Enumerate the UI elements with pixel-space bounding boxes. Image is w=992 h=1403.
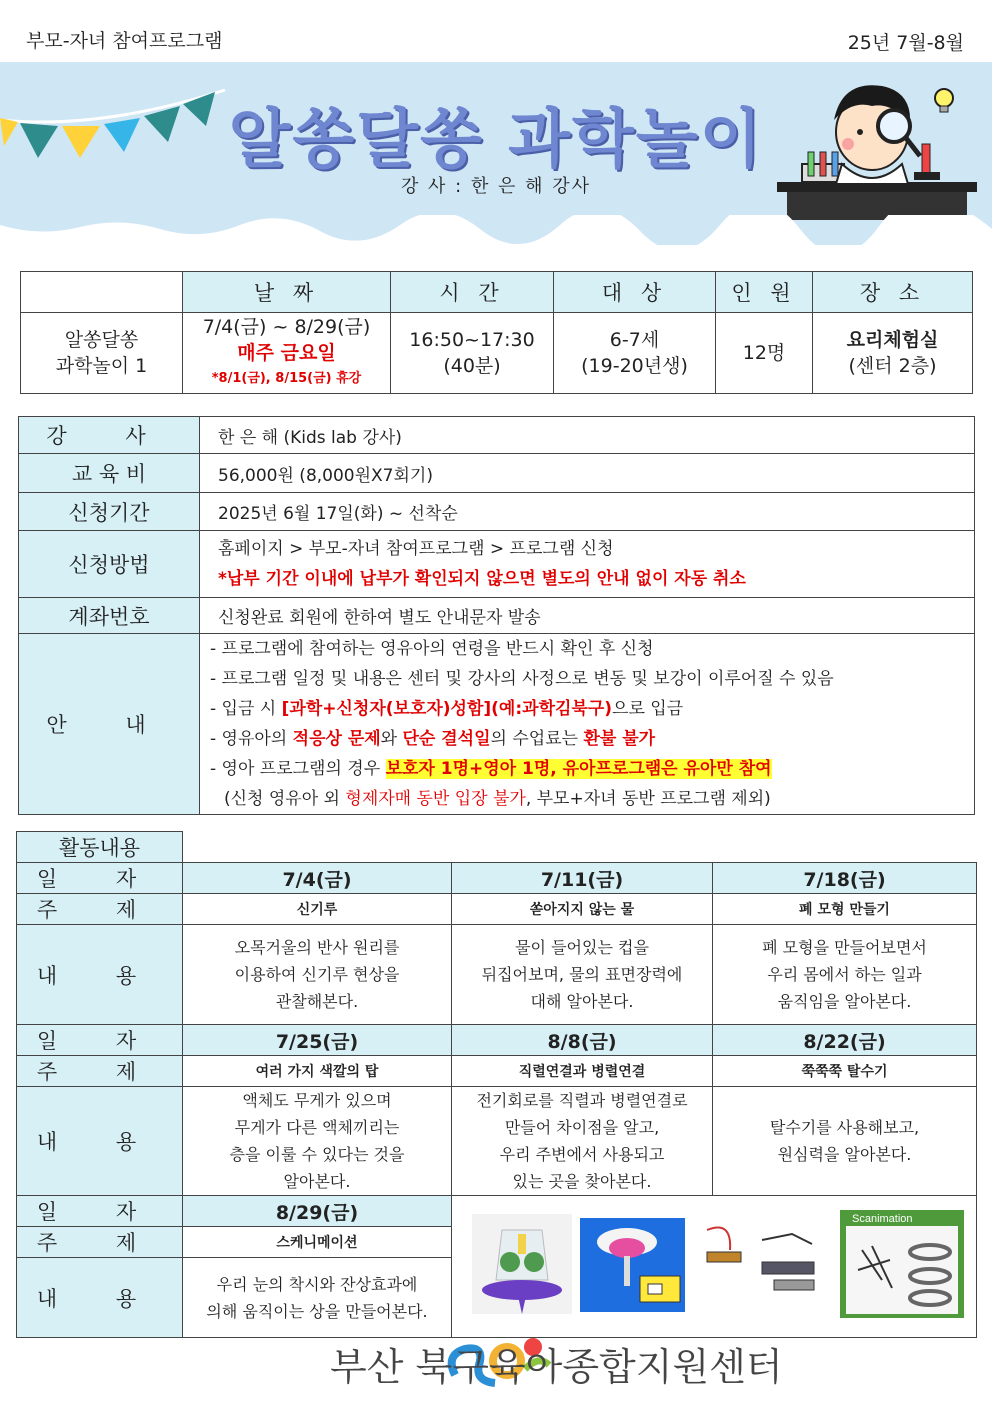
notice-3-prefix: - 입금 시 bbox=[210, 699, 282, 719]
content-line: 이용하여 신기루 현상을 bbox=[234, 965, 400, 984]
program-type: 부모-자녀 참여프로그램 bbox=[26, 30, 223, 52]
place-name: 요리체험실 bbox=[846, 329, 939, 351]
session-topic: 스케니메이션 bbox=[183, 1227, 452, 1258]
content-line: 물이 들어있는 컵을 bbox=[515, 938, 649, 957]
capacity-cell: 12명 bbox=[716, 313, 813, 394]
time-range: 16:50~17:30 bbox=[409, 329, 535, 351]
notice-4-no-refund: 환불 불가 bbox=[583, 729, 656, 749]
content-label: 내 용 bbox=[17, 1258, 183, 1338]
time-duration: (40분) bbox=[443, 355, 501, 377]
notice-item-6 bbox=[210, 784, 974, 814]
content-label: 내 용 bbox=[17, 1087, 183, 1196]
content-line: 탈수기를 사용해보고, bbox=[769, 1118, 920, 1137]
account-label: 계좌번호 bbox=[19, 598, 200, 634]
paper-edge-decoration bbox=[0, 215, 992, 255]
org-name: 부산 북구육아종합지원센터 bbox=[330, 1345, 783, 1389]
session-date: 7/18(금) bbox=[713, 863, 977, 894]
date-label: 일 자 bbox=[17, 1025, 183, 1056]
activity-photos bbox=[452, 1196, 977, 1338]
weekly-day: 매주 금요일 bbox=[237, 342, 336, 364]
account-value: 신청완료 회원에 한하여 별도 안내문자 발송 bbox=[200, 598, 975, 634]
session-date: 7/11(금) bbox=[452, 863, 713, 894]
header-capacity: 인 원 bbox=[716, 272, 813, 313]
place-cell bbox=[813, 313, 973, 394]
apply-method-label: 신청방법 bbox=[19, 531, 200, 598]
apply-method-value: 홈페이지 > 부모-자녀 참여프로그램 > 프로그램 신청 bbox=[218, 539, 614, 559]
session-date: 7/4(금) bbox=[183, 863, 452, 894]
topic-label: 주 제 bbox=[17, 1227, 183, 1258]
top-bar bbox=[0, 0, 992, 62]
content-line: 만들어 차이점을 알고, bbox=[504, 1118, 660, 1137]
fee-label: 교 육 비 bbox=[19, 454, 200, 493]
spinner-photo bbox=[580, 1218, 685, 1312]
activity-date-row-3 bbox=[17, 1196, 977, 1227]
notice-item-1: - 프로그램에 참여하는 영유아의 연령을 반드시 확인 후 신청 bbox=[210, 639, 654, 659]
session-date: 8/29(금) bbox=[183, 1196, 452, 1227]
notice-label: 안 내 bbox=[19, 634, 200, 815]
circuit-photo bbox=[692, 1220, 827, 1310]
content-line: 관찰해본다. bbox=[275, 992, 359, 1011]
program-name-line2: 과학놀이 1 bbox=[55, 355, 148, 377]
header-date: 날 짜 bbox=[183, 272, 391, 313]
session-content bbox=[183, 1087, 452, 1196]
notice-5-prefix: - 영아 프로그램의 경우 bbox=[210, 759, 386, 779]
activity-content-row-1 bbox=[17, 925, 977, 1025]
session-topic: 쭉쭉쭉 탈수기 bbox=[713, 1056, 977, 1087]
session-content bbox=[713, 925, 977, 1025]
fee-value: 56,000원 (8,000원X7회기) bbox=[200, 454, 975, 493]
info-row-apply-method bbox=[19, 531, 975, 598]
content-line: 우리 눈의 착시와 잔상효과에 bbox=[216, 1274, 418, 1294]
content-line: 원심력을 알아본다. bbox=[777, 1145, 912, 1164]
content-label: 내 용 bbox=[17, 925, 183, 1025]
apply-method-warning: *납부 기간 이내에 납부가 확인되지 않으면 별도의 안내 없이 자동 취소 bbox=[218, 569, 746, 589]
notice-item-2: - 프로그램 일정 및 내용은 센터 및 강사의 사정으로 변동 및 보강이 이루어질 수 있음 bbox=[210, 669, 834, 689]
date-label: 일 자 bbox=[17, 863, 183, 894]
target-birth-year: (19-20년생) bbox=[581, 355, 688, 377]
content-line: 우리 몸에서 하는 일과 bbox=[767, 965, 922, 984]
content-line: 폐 모형을 만들어보면서 bbox=[762, 938, 927, 957]
activity-content-row-2 bbox=[17, 1087, 977, 1196]
program-period: 25년 7월-8월 bbox=[847, 32, 964, 54]
info-row-instructor bbox=[19, 417, 975, 454]
notice-5-highlight: 보호자 1명+영아 1명, 유아프로그램은 유아만 참여 bbox=[385, 759, 772, 779]
info-row-account bbox=[19, 598, 975, 634]
topic-label: 주 제 bbox=[17, 894, 183, 925]
instructor-subtitle: 강 사 : 한 은 해 강사 bbox=[400, 176, 592, 197]
session-topic: 직렬연결과 병렬연결 bbox=[452, 1056, 713, 1087]
target-age: 6-7세 bbox=[609, 329, 660, 351]
holiday-note: *8/1(금), 8/15(금) 휴강 bbox=[211, 371, 362, 386]
header-time: 시 간 bbox=[391, 272, 554, 313]
session-content bbox=[713, 1087, 977, 1196]
header-target: 대 상 bbox=[554, 272, 716, 313]
info-row-notice bbox=[19, 634, 975, 815]
instructor-value: 한 은 해 (Kids lab 강사) bbox=[200, 417, 975, 454]
content-line: 무게가 다른 액체끼리는 bbox=[234, 1118, 400, 1137]
notice-6-suffix: , 부모+자녀 동반 프로그램 제외) bbox=[525, 789, 771, 809]
program-name-line1: 알쏭달쏭 bbox=[64, 329, 139, 351]
date-range: 7/4(금) ~ 8/29(금) bbox=[202, 316, 371, 338]
place-floor: (센터 2층) bbox=[848, 355, 937, 377]
apply-period-label: 신청기간 bbox=[19, 493, 200, 531]
content-line: 있는 곳을 찾아본다. bbox=[512, 1172, 652, 1191]
content-line: 층을 이룰 수 있다는 것을 bbox=[229, 1145, 405, 1164]
target-cell bbox=[554, 313, 716, 394]
notice-item-5 bbox=[210, 754, 974, 784]
session-date: 7/25(금) bbox=[183, 1025, 452, 1056]
schedule-header-row bbox=[21, 272, 973, 313]
notice-4-adaptation: 적응상 문제 bbox=[292, 729, 381, 749]
info-table bbox=[18, 416, 975, 815]
session-date: 8/22(금) bbox=[713, 1025, 977, 1056]
activity-table bbox=[16, 831, 977, 1338]
schedule-header-blank bbox=[21, 272, 183, 313]
notice-cell bbox=[200, 634, 975, 815]
notice-6-siblings: 형제자매 동반 입장 불가 bbox=[345, 789, 526, 809]
notice-item-4 bbox=[210, 724, 974, 754]
page-title: 알쏭달쏭 과학놀이 bbox=[228, 103, 764, 177]
content-line: 움직임을 알아본다. bbox=[777, 992, 912, 1011]
activity-topic-row-1 bbox=[17, 894, 977, 925]
session-content bbox=[452, 925, 713, 1025]
lung-model-photo bbox=[472, 1214, 572, 1314]
time-cell bbox=[391, 313, 554, 394]
session-content bbox=[452, 1087, 713, 1196]
header-place: 장 소 bbox=[813, 272, 973, 313]
notice-3-deposit-format: [과학+신청자(보호자)성함](예:과학김북구) bbox=[281, 699, 613, 719]
scientist-illustration bbox=[772, 72, 982, 222]
session-topic: 여러 가지 색깔의 탑 bbox=[183, 1056, 452, 1087]
content-line: 알아본다. bbox=[283, 1172, 351, 1191]
date-label: 일 자 bbox=[17, 1196, 183, 1227]
notice-4-fee: 의 수업료는 bbox=[490, 729, 584, 749]
activity-topic-row-2 bbox=[17, 1056, 977, 1087]
notice-3-suffix: 으로 입금 bbox=[612, 699, 684, 719]
activity-date-row-1 bbox=[17, 863, 977, 894]
activity-section-blank bbox=[183, 832, 977, 863]
session-topic: 쏟아지지 않는 물 bbox=[452, 894, 713, 925]
activity-section-row bbox=[17, 832, 977, 863]
content-line: 오목거울의 반사 원리를 bbox=[234, 938, 400, 957]
info-row-apply-period bbox=[19, 493, 975, 531]
apply-method-cell bbox=[200, 531, 975, 598]
content-line: 전기회로를 직렬과 병렬연결로 bbox=[476, 1091, 688, 1110]
instructor-label: 강 사 bbox=[19, 417, 200, 454]
notice-item-3 bbox=[210, 694, 974, 724]
session-content bbox=[183, 925, 452, 1025]
session-topic: 신기루 bbox=[183, 894, 452, 925]
schedule-table bbox=[20, 271, 973, 394]
content-line: 뒤집어보며, 물의 표면장력에 bbox=[481, 965, 683, 984]
notice-4-prefix: - 영유아의 bbox=[210, 729, 293, 749]
content-line: 액체도 무게가 있으며 bbox=[242, 1091, 392, 1110]
content-line: 의해 움직이는 상을 만들어본다. bbox=[206, 1301, 428, 1321]
activity-photos-illustration bbox=[462, 1200, 967, 1330]
program-name-cell bbox=[21, 313, 183, 394]
apply-period-value: 2025년 6월 17일(화) ~ 선착순 bbox=[200, 493, 975, 531]
activity-section-label: 활동내용 bbox=[17, 832, 183, 863]
session-date: 8/8(금) bbox=[452, 1025, 713, 1056]
date-cell bbox=[183, 313, 391, 394]
topic-label: 주 제 bbox=[17, 1056, 183, 1087]
notice-6-prefix: (신청 영유아 외 bbox=[224, 789, 346, 809]
notice-4-absence: 단순 결석일 bbox=[402, 729, 491, 749]
activity-date-row-2 bbox=[17, 1025, 977, 1056]
scanimation-caption: Scanimation bbox=[851, 1212, 913, 1225]
content-line: 우리 주변에서 사용되고 bbox=[499, 1145, 665, 1164]
content-line: 대해 알아본다. bbox=[530, 992, 634, 1011]
info-row-fee bbox=[19, 454, 975, 493]
scanimation-photo bbox=[840, 1210, 964, 1318]
schedule-row bbox=[21, 313, 973, 394]
notice-4-and: 와 bbox=[380, 729, 403, 749]
session-topic: 폐 모형 만들기 bbox=[713, 894, 977, 925]
